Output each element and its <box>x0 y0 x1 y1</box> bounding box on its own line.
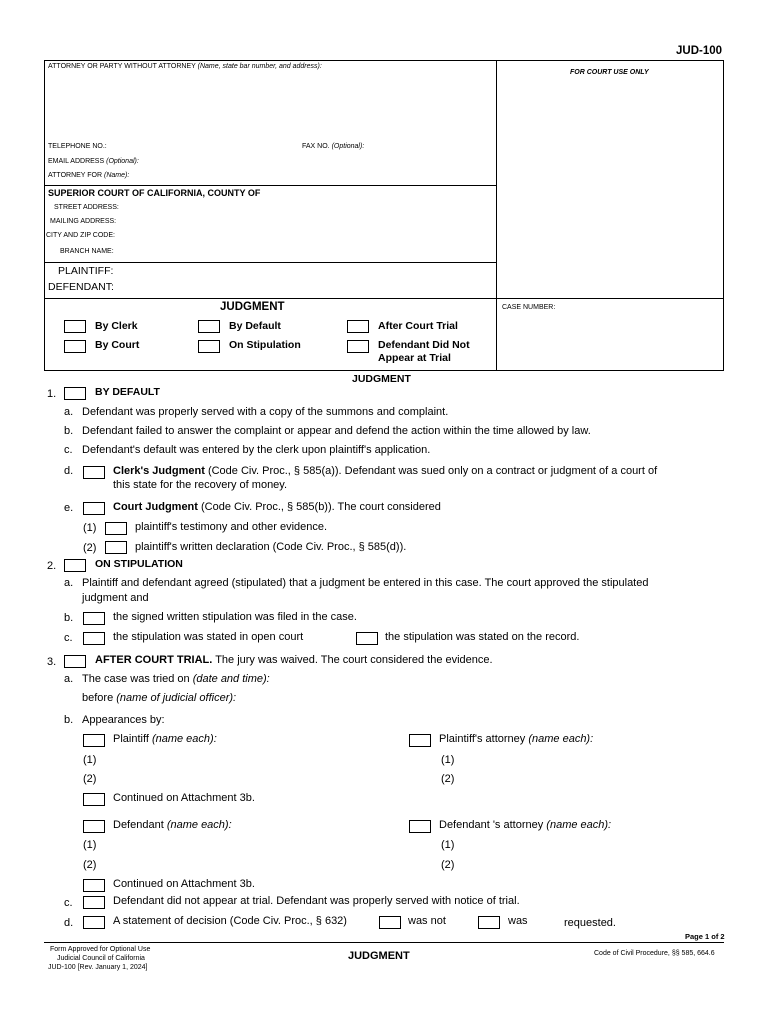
footer-title: JUDGMENT <box>348 950 410 962</box>
item-1d-letter: d. <box>64 465 74 477</box>
item-2c-text-1: the stipulation was stated in open court <box>113 631 304 643</box>
defendant-attorney-2: (2) <box>441 859 455 871</box>
telephone-label: TELEPHONE NO.: <box>48 143 107 150</box>
body-title: JUDGMENT <box>352 373 411 385</box>
judicial-council: Judicial Council of California <box>57 955 145 962</box>
on-stipulation-checkbox[interactable] <box>198 340 220 353</box>
clerks-judgment-checkbox[interactable] <box>83 466 105 479</box>
form-id: JUD-100 <box>676 45 723 57</box>
defendant-continued-label: Continued on Attachment 3b. <box>113 878 255 890</box>
item-3a-letter: a. <box>64 673 74 685</box>
item-1b-letter: b. <box>64 425 74 437</box>
statement-of-decision-checkbox[interactable] <box>83 916 105 929</box>
item-2c-letter: c. <box>64 632 73 644</box>
plaintiff-2: (2) <box>83 773 97 785</box>
defendant-2: (2) <box>83 859 97 871</box>
defendant-checkbox[interactable] <box>83 820 105 833</box>
item-2b-letter: b. <box>64 612 74 624</box>
attorney-for-label: ATTORNEY FOR (Name): <box>48 172 130 179</box>
item-3a-text-1: The case was tried on (date and time): <box>82 673 270 685</box>
item-3c-letter: c. <box>64 897 73 909</box>
item-2a-text-1: Plaintiff and defendant agreed (stipulated) that a judgment be entered in this case. The court approved the stipulated <box>82 577 649 589</box>
form-approved: Form Approved for Optional Use <box>50 946 151 953</box>
plaintiff-continued-checkbox[interactable] <box>83 793 105 806</box>
was-label: was <box>508 915 528 927</box>
fax-label: FAX NO. (Optional): <box>302 143 365 150</box>
case-number-label: CASE NUMBER: <box>502 304 556 311</box>
item-1e-text: Court Judgment (Code Civ. Proc., § 585(b)). The court considered <box>113 501 441 513</box>
item-3a-text-2: before (name of judicial officer): <box>82 692 237 704</box>
court-judgment-checkbox[interactable] <box>83 502 105 515</box>
plaintiff-appearance-label: Plaintiff (name each): <box>113 733 217 745</box>
item-1b-text: Defendant failed to answer the complaint or appear and defend the action within the time allowed by law. <box>82 425 591 437</box>
item-2a-text-2: judgment and <box>82 592 149 604</box>
plaintiff-attorney-1: (1) <box>441 754 455 766</box>
item-1e2-text: plaintiff's written declaration (Code Civ. Proc., § 585(d)). <box>135 541 407 553</box>
attorney-label: ATTORNEY OR PARTY WITHOUT ATTORNEY (Name, state bar number, and address): <box>48 63 322 70</box>
plaintiff-testimony-checkbox[interactable] <box>105 522 127 535</box>
email-label: EMAIL ADDRESS (Optional): <box>48 158 139 165</box>
did-not-appear-checkbox[interactable] <box>347 340 369 353</box>
defendant-attorney-label: Defendant 's attorney (name each): <box>439 819 612 831</box>
court-use-label: FOR COURT USE ONLY <box>570 69 649 76</box>
open-court-checkbox[interactable] <box>83 632 105 645</box>
section-3-number: 3. <box>47 656 57 668</box>
item-1a-letter: a. <box>64 406 74 418</box>
by-clerk-label: By Clerk <box>95 320 138 332</box>
did-not-appear-label-1: Defendant Did Not <box>378 339 470 351</box>
defendant-attorney-checkbox[interactable] <box>409 820 431 833</box>
defendant-1: (1) <box>83 839 97 851</box>
on-record-checkbox[interactable] <box>356 632 378 645</box>
judgment-title: JUDGMENT <box>220 301 285 313</box>
defendant-label: DEFENDANT: <box>48 281 114 293</box>
code-reference: Code of Civil Procedure, §§ 585, 664.6 <box>594 950 715 957</box>
form-revision: JUD-100 [Rev. January 1, 2024] <box>48 964 148 971</box>
court-name-label: SUPERIOR COURT OF CALIFORNIA, COUNTY OF <box>48 188 261 198</box>
item-1d-text-2: this state for the recovery of money. <box>113 479 288 491</box>
item-1c-letter: c. <box>64 444 73 456</box>
item-1d-text-1: Clerk's Judgment (Code Civ. Proc., § 585(a)). Defendant was sued only on a contract or judgment of a court of <box>113 465 658 477</box>
after-court-trial-label: After Court Trial <box>378 320 458 332</box>
by-default-label: By Default <box>229 320 281 332</box>
plaintiff-attorney-2: (2) <box>441 773 455 785</box>
section-2-number: 2. <box>47 560 57 572</box>
item-1e2-number: (2) <box>83 542 97 554</box>
street-address-label: STREET ADDRESS: <box>54 204 119 211</box>
item-2c-text-2: the stipulation was stated on the record. <box>385 631 580 643</box>
item-3c-text: Defendant did not appear at trial. Defendant was properly served with notice of trial. <box>113 895 520 907</box>
on-stipulation-section-checkbox[interactable] <box>64 559 86 572</box>
item-1a-text: Defendant was properly served with a copy of the summons and complaint. <box>82 406 449 418</box>
item-1e1-number: (1) <box>83 522 97 534</box>
item-3b-letter: b. <box>64 714 74 726</box>
on-stipulation-label: On Stipulation <box>229 339 301 351</box>
by-clerk-checkbox[interactable] <box>64 320 86 333</box>
section-2-title: ON STIPULATION <box>95 558 183 570</box>
by-court-checkbox[interactable] <box>64 340 86 353</box>
city-zip-label: CITY AND ZIP CODE: <box>46 232 115 239</box>
by-default-section-checkbox[interactable] <box>64 387 86 400</box>
item-3d-text: A statement of decision (Code Civ. Proc., § 632) <box>113 915 347 927</box>
written-declaration-checkbox[interactable] <box>105 541 127 554</box>
plaintiff-attorney-label: Plaintiff's attorney (name each): <box>439 733 594 745</box>
requested-label: requested. <box>564 917 616 929</box>
defendant-appearance-label: Defendant (name each): <box>113 819 232 831</box>
item-2b-text: the signed written stipulation was filed in the case. <box>113 611 357 623</box>
did-not-appear-label-2: Appear at Trial <box>378 352 451 364</box>
item-3b-text: Appearances by: <box>82 714 165 726</box>
branch-name-label: BRANCH NAME: <box>60 248 114 255</box>
was-checkbox[interactable] <box>478 916 500 929</box>
did-not-appear-trial-checkbox[interactable] <box>83 896 105 909</box>
was-not-checkbox[interactable] <box>379 916 401 929</box>
section-1-number: 1. <box>47 388 57 400</box>
item-1e-letter: e. <box>64 502 74 514</box>
was-not-label: was not <box>408 915 446 927</box>
mailing-address-label: MAILING ADDRESS: <box>50 218 117 225</box>
by-court-label: By Court <box>95 339 140 351</box>
item-1c-text: Defendant's default was entered by the clerk upon plaintiff's application. <box>82 444 431 456</box>
item-3d-letter: d. <box>64 917 74 929</box>
after-court-trial-checkbox[interactable] <box>347 320 369 333</box>
section-3-title: AFTER COURT TRIAL. The jury was waived. The court considered the evidence. <box>95 654 493 666</box>
item-2a-letter: a. <box>64 577 74 589</box>
plaintiff-checkbox[interactable] <box>83 734 105 747</box>
defendant-continued-checkbox[interactable] <box>83 879 105 892</box>
defendant-attorney-1: (1) <box>441 839 455 851</box>
page-number: Page 1 of 2 <box>685 932 725 941</box>
written-stipulation-checkbox[interactable] <box>83 612 105 625</box>
plaintiff-continued-label: Continued on Attachment 3b. <box>113 792 255 804</box>
item-1e1-text: plaintiff's testimony and other evidence. <box>135 521 328 533</box>
plaintiff-attorney-checkbox[interactable] <box>409 734 431 747</box>
plaintiff-label: PLAINTIFF: <box>58 265 114 277</box>
by-default-checkbox[interactable] <box>198 320 220 333</box>
after-court-trial-section-checkbox[interactable] <box>64 655 86 668</box>
plaintiff-1: (1) <box>83 754 97 766</box>
section-1-title: BY DEFAULT <box>95 386 160 398</box>
